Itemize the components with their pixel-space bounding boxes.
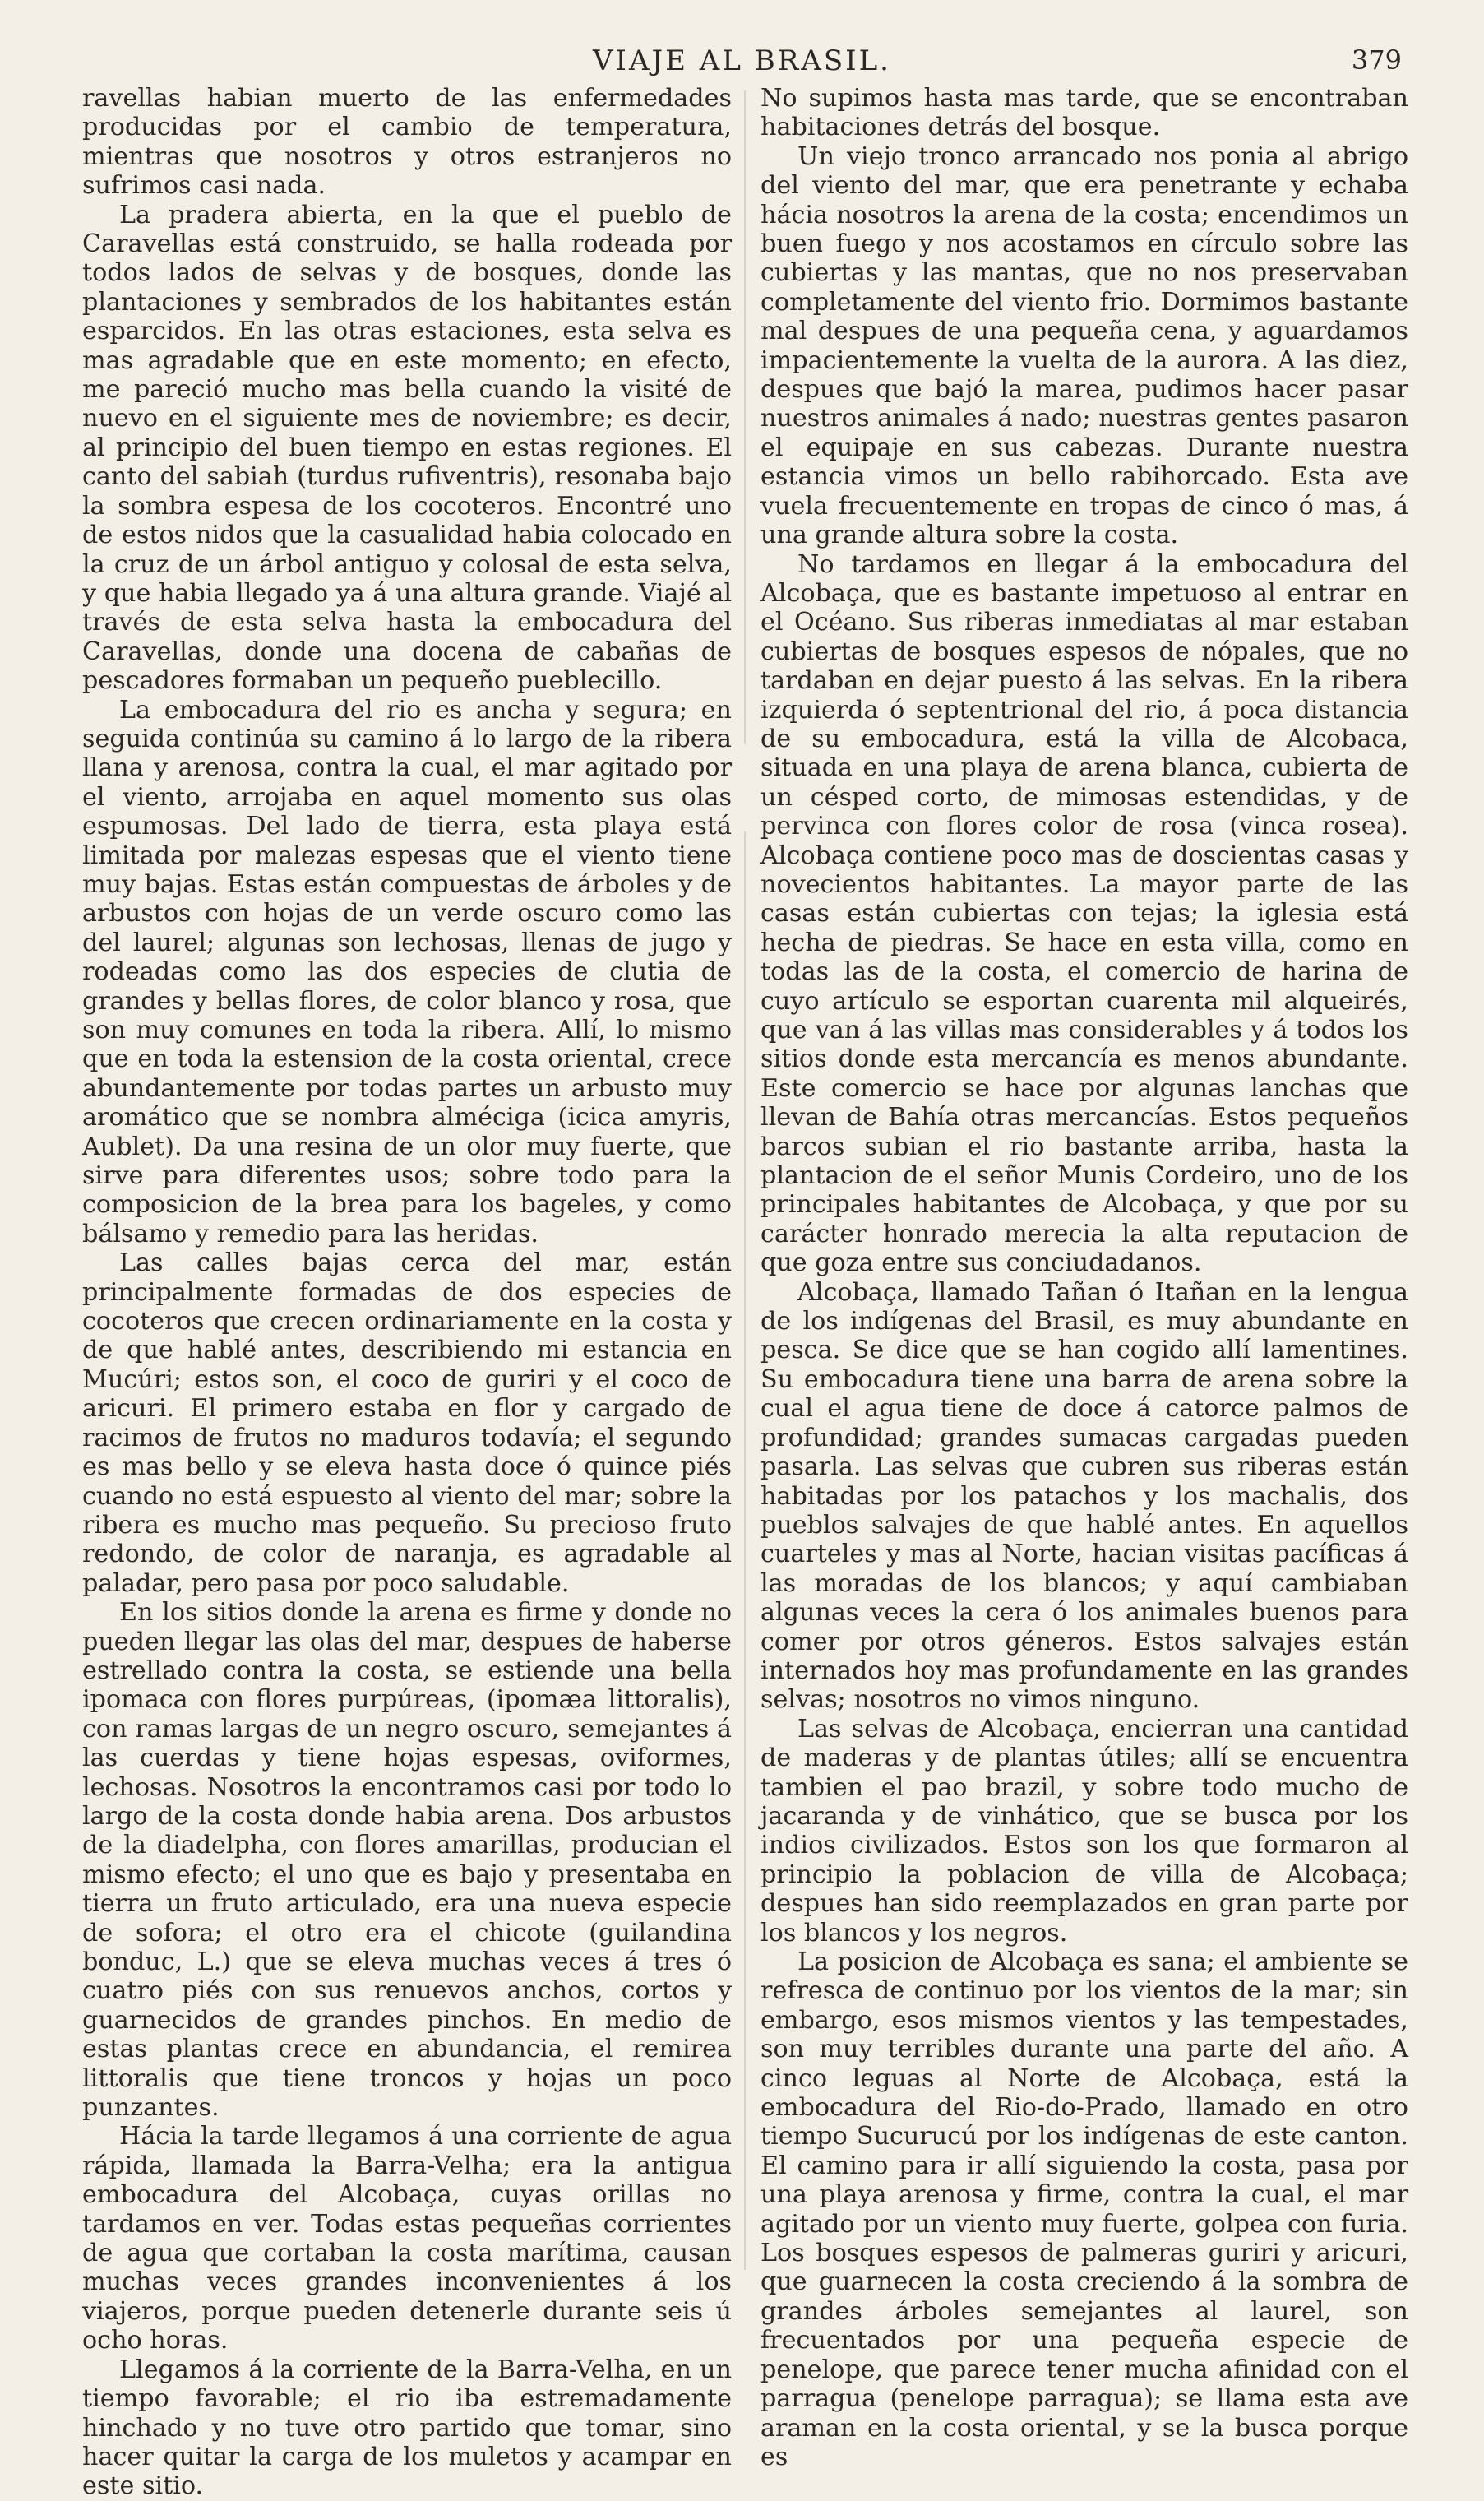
- left-column: [82, 84, 732, 2501]
- right-column: [760, 84, 1408, 2471]
- paragraph: No tardamos en llegar á la embocadura del Alcobaça, que es bastante impetuoso al entrar en el Océano. Sus riberas inmediatas al mar estaban cubiertas de bosques espesos de nópales, que no tardaban en dejar puesto á las selvas. En la ribera izquierda ó septentrional del rio, á poca distancia de su embocadura, está la villa de Alcobaca, situada en una playa de arena blanca, cubierta de un césped corto, de mimosas estendidas, y de pervinca con flores color de rosa (vinca rosea). Alcobaça contiene poco mas de doscientas casas y novecientos habitantes. La mayor parte de las casas están cubiertas con tejas; la iglesia está hecha de piedras. Se hace en esta villa, como en todas las de la costa, el comercio de harina de cuyo artículo se esportan cuarenta mil alqueirés, que van á las villas mas considerables y á todos los sitios donde esta mercancía es menos abundante. Este comercio se hace por algunas lanchas que llevan de Bahía otras mercancías. Estos pequeños barcos subian el rio bastante arriba, hasta la plantacion de el señor Munis Cordeiro, uno de los principales habitantes de Alcobaça, y que por su carácter honrado merecia la alta reputacion de que goza entre sus conciudadanos.: [760, 549, 1408, 1278]
- paragraph: Llegamos á la corriente de la Barra-Velha, en un tiempo favorable; el rio iba estremadamente hinchado y no tuve otro partido que tomar, sino hacer quitar la carga de los muletos y acampar en este sitio.: [82, 2355, 732, 2501]
- page-number: 379: [1351, 44, 1402, 76]
- running-header: [82, 44, 1402, 82]
- paragraph: Las calles bajas cerca del mar, están principalmente formadas de dos especies de cocoteros que crecen ordinariamente en la costa y de que hablé antes, describiendo mi estancia en Mucúri; estos son, el coco de guriri y el coco de aricuri. El primero estaba en flor y cargado de racimos de frutos no maduros todavía; el segundo es mas bello y se eleva hasta doce ó quince piés cuando no está espuesto al viento del mar; sobre la ribera es mucho mas pequeño. Su precioso fruto redondo, de color de naranja, es agradable al paladar, pero pasa por poco saludable.: [82, 1248, 732, 1598]
- column-divider: [744, 90, 746, 2270]
- paragraph: Alcobaça, llamado Tañan ó Itañan en la lengua de los indígenas del Brasil, es muy abundante en pesca. Se dice que se han cogido allí lamentines. Su embocadura tiene una barra de arena sobre la cual el agua tiene de doce á catorce palmos de profundidad; grandes sumacas cargadas pueden pasarla. Las selvas que cubren sus riberas están habitadas por los patachos y los machalis, dos pueblos salvajes de que hablé antes. En aquellos cuarteles y mas al Norte, hacian visitas pacíficas á las moradas de los blancos; y aquí cambiaban algunas veces la cera ó los animales buenos para comer por otros géneros. Estos salvajes están internados hoy mas profundamente en las grandes selvas; nosotros no vimos ninguno.: [760, 1277, 1408, 1715]
- paragraph: La embocadura del rio es ancha y segura; en seguida continúa su camino á lo largo de la ribera llana y arenosa, contra la cual, el mar agitado por el viento, arrojaba en aquel momento sus olas espumosas. Del lado de tierra, esta playa está limitada por malezas espesas que el viento tiene muy bajas. Estas están compuestas de árboles y de arbustos con hojas de un verde oscuro como las del laurel; algunas son lechosas, llenas de jugo y rodeadas como las dos especies de clutia de grandes y bellas flores, de color blanco y rosa, que son muy comunes en toda la ribera. Allí, lo mismo que en toda la estension de la costa oriental, crece abundantemente por todas partes un arbusto muy aromático que se nombra alméciga (icica amyris, Aublet). Da una resina de un olor muy fuerte, que sirve para diferentes usos; sobre todo para la composicion de la brea para los bageles, y como bálsamo y remedio para las heridas.: [82, 695, 732, 1248]
- paragraph: ravellas habian muerto de las enfermedades producidas por el cambio de temperatura, mientras que nosotros y otros estranjeros no sufrimos casi nada.: [82, 84, 732, 201]
- running-title: VIAJE AL BRASIL.: [593, 44, 891, 77]
- paragraph: La pradera abierta, en la que el pueblo de Caravellas está construido, se halla rodeada por todos lados de selvas y de bosques, donde las plantaciones y sembrados de los habitantes están esparcidos. En las otras estaciones, esta selva es mas agradable que en este momento; en efecto, me pareció mucho mas bella cuando la visité de nuevo en el siguiente mes de noviembre; es decir, al principio del buen tiempo en estas regiones. El canto del sabiah (turdus rufiventris), resonaba bajo la sombra espesa de los cocoteros. Encontré uno de estos nidos que la casualidad habia colocado en la cruz de un árbol antiguo y colosal de esta selva, y que habia llegado ya á una altura grande. Viajé al través de esta selva hasta la embocadura del Caravellas, donde una docena de cabañas de pescadores formaban un pequeño pueblecillo.: [82, 200, 732, 696]
- paragraph: Hácia la tarde llegamos á una corriente de agua rápida, llamada la Barra-Velha; era la antigua embocadura del Alcobaça, cuyas orillas no tardamos en ver. Todas estas pequeñas corrientes de agua que cortaban la costa marítima, causan muchas veces grandes inconvenientes á los viajeros, porque pueden detenerle durante seis ú ocho horas.: [82, 2122, 732, 2355]
- paragraph: No supimos hasta mas tarde, que se encontraban habitaciones detrás del bosque.: [760, 84, 1408, 142]
- paragraph: La posicion de Alcobaça es sana; el ambiente se refresca de continuo por los vientos de la mar; sin embargo, esos mismos vientos y las tempestades, son muy terribles durante una parte del año. A cinco leguas al Norte de Alcobaça, está la embocadura del Rio-do-Prado, llamado en otro tiempo Sucurucú por los indígenas de este canton. El camino para ir allí siguiendo la costa, pasa por una playa arenosa y firme, contra la cual, el mar agitado por un viento muy fuerte, golpea con furia. Los bosques espesos de palmeras guriri y aricuri, que guarnecen la costa creciendo á la sombra de grandes árboles semejantes al laurel, son frecuentados por una pequeña especie de penelope, que parece tener mucha afinidad con el parragua (penelope parragua); se llama esta ave araman en la costa oriental, y se la busca porque es: [760, 1948, 1408, 2471]
- paragraph: En los sitios donde la arena es firme y donde no pueden llegar las olas del mar, despues de haberse estrellado contra la costa, se estiende una bella ipomaca con flores purpúreas, (ipomæa littoralis), con ramas largas de un negro oscuro, semejantes á las cuerdas y tiene hojas espesas, oviformes, lechosas. Nosotros la encontramos casi por todo lo largo de la costa donde habia arena. Dos arbustos de la diadelpha, con flores amarillas, producian el mismo efecto; el uno que es bajo y presentaba en tierra un fruto articulado, era una nueva especie de sofora; el otro era el chicote (guilandina bonduc, L.) que se eleva muchas veces á tres ó cuatro piés con sus renuevos anchos, cortos y guarnecidos de grandes pinchos. En medio de estas plantas crece en abundancia, el remirea littoralis que tiene troncos y hojas un poco punzantes.: [82, 1598, 732, 2123]
- paragraph: Un viejo tronco arrancado nos ponia al abrigo del viento del mar, que era penetrante y echaba hácia nosotros la arena de la costa; encendimos un buen fuego y nos acostamos en círculo sobre las cubiertas y las mantas, que no nos preservaban completamente del viento frio. Dormimos bastante mal despues de una pequeña cena, y aguardamos impacientemente la vuelta de la aurora. A las diez, despues que bajó la marea, pudimos hacer pasar nuestros animales á nado; nuestras gentes pasaron el equipaje en sus cabezas. Durante nuestra estancia vimos un bello rabihorcado. Esta ave vuela frecuentemente en tropas de cinco ó mas, á una grande altura sobre la costa.: [760, 141, 1408, 550]
- paragraph: Las selvas de Alcobaça, encierran una cantidad de maderas y de plantas útiles; allí se encuentra tambien el pao brazil, y sobre todo mucho de jacaranda y de vinhático, que se busca por los indios civilizados. Estos son los que formaron al principio la poblacion de villa de Alcobaça; despues han sido reemplazados en gran parte por los blancos y los negros.: [760, 1714, 1408, 1948]
